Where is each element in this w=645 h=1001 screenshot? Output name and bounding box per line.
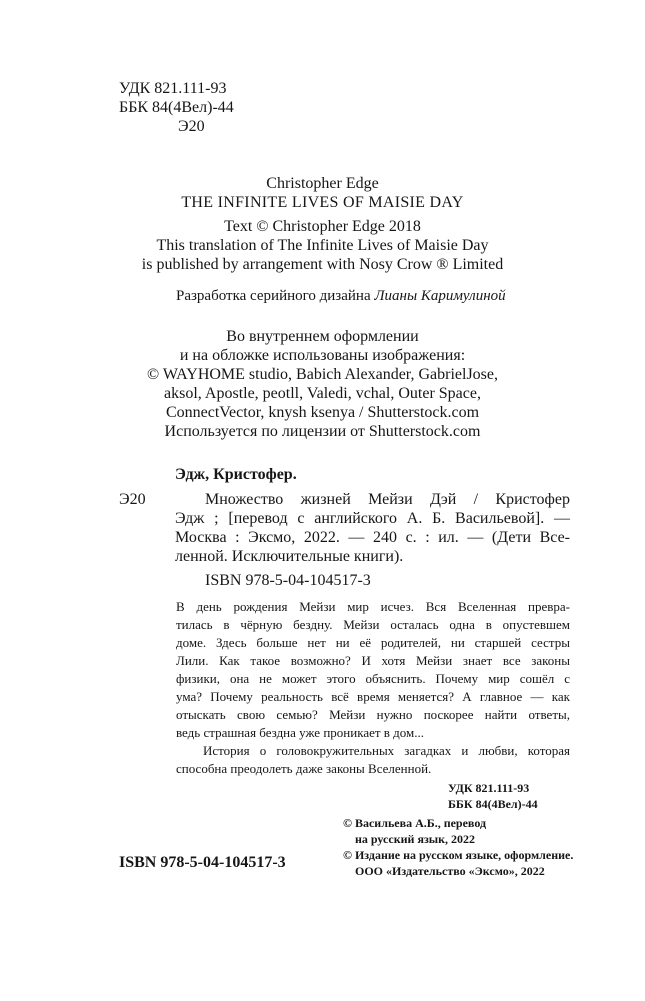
footer-copyright-2: на русский язык, 2022 (355, 832, 476, 846)
annotation-line-3: доме. Здесь больше нет ни её родителей, ни старшей сестры (176, 635, 570, 650)
credits-line-4: aksol, Apostle, peotll, Valedi, vchal, Outer Space, (164, 385, 481, 402)
annotation-line-1: В день рождения Мейзи мир исчез. Вся Вселенная превра- (176, 599, 570, 614)
bbk-code: ББК 84(4Вел)-44 (119, 99, 234, 116)
catalog-heading: Эдж, Кристофер. (175, 466, 297, 483)
footer-copyright-1: © Васильева А.Б., перевод (343, 816, 487, 830)
author-mark: Э20 (178, 118, 205, 135)
catalog-isbn: ISBN 978-5-04-104517-3 (205, 572, 371, 589)
annotation-p2-line-2: способна преодолеть даже законы Вселенной. (176, 761, 432, 776)
credits-line-3: © WAYHOME studio, Babich Alexander, GabrielJose, (146, 366, 499, 383)
bottom-bbk: ББК 84(4Вел)-44 (448, 797, 538, 811)
catalog-entry-line-3: Москва : Эксмо, 2022. — 240 с. : ил. — (Дети Все- (175, 529, 570, 546)
design-credit-designer: Лианы Каримулиной (374, 288, 506, 304)
catalog-entry-line-1: Множество жизней Мейзи Дэй / Кристофер (205, 491, 570, 508)
bottom-udk: УДК 821.111-93 (448, 781, 530, 795)
credits-line-2: и на обложке использованы изображения: (179, 347, 466, 364)
annotation-line-4: Лили. Как такое возможно? И хотя Мейзи знает все законы (176, 653, 570, 668)
original-author: Christopher Edge (266, 175, 379, 192)
annotation-p2-line-1: История о головокружительных загадках и любви, которая (203, 743, 570, 758)
annotation-line-6: ума? Почему реальность всё время меняется? А главное — как (176, 689, 570, 704)
footer-isbn: ISBN 978-5-04-104517-3 (119, 854, 286, 871)
annotation-line-2: тилась в чёрную бездну. Мейзи осталась одна в опустевшем (176, 617, 570, 632)
translation-note-1: This translation of The Infinite Lives of Maisie Day (156, 237, 489, 254)
footer-copyright-4: ООО «Издательство «Эксмо», 2022 (355, 864, 545, 878)
credits-line-1: Во внутреннем оформлении (226, 328, 419, 345)
footer-copyright-3: © Издание на русском языке, оформление. (343, 848, 574, 862)
credits-line-6: Используется по лицензии от Shutterstock.com (164, 423, 481, 440)
annotation-line-5: физики, она не может этого объяснить. Почему мир сошёл с (176, 671, 570, 686)
catalog-entry-line-4: ленной. Исключительные книги). (175, 548, 404, 565)
catalog-entry-line-2: Эдж ; [перевод с английского А. Б. Васильевой]. — (175, 510, 570, 527)
udk-code: УДК 821.111-93 (119, 80, 227, 97)
credits-line-5: ConnectVector, knysh ksenya / Shutterstock.com (165, 404, 480, 421)
original-title: THE INFINITE LIVES OF MAISIE DAY (181, 194, 464, 211)
annotation-line-7: отыскать свою семью? Мейзи нужно поскорее найти ответы, (176, 707, 570, 722)
translation-note-2: is published by arrangement with Nosy Crow ® Limited (141, 256, 504, 273)
design-credit (176, 287, 506, 305)
original-copyright: Text © Christopher Edge 2018 (224, 218, 421, 235)
annotation-line-8: ведь страшная бездна уже проникает в дом... (176, 725, 425, 740)
design-credit-prefix: Разработка серийного дизайна (176, 288, 371, 304)
catalog-mark: Э20 (119, 491, 146, 508)
